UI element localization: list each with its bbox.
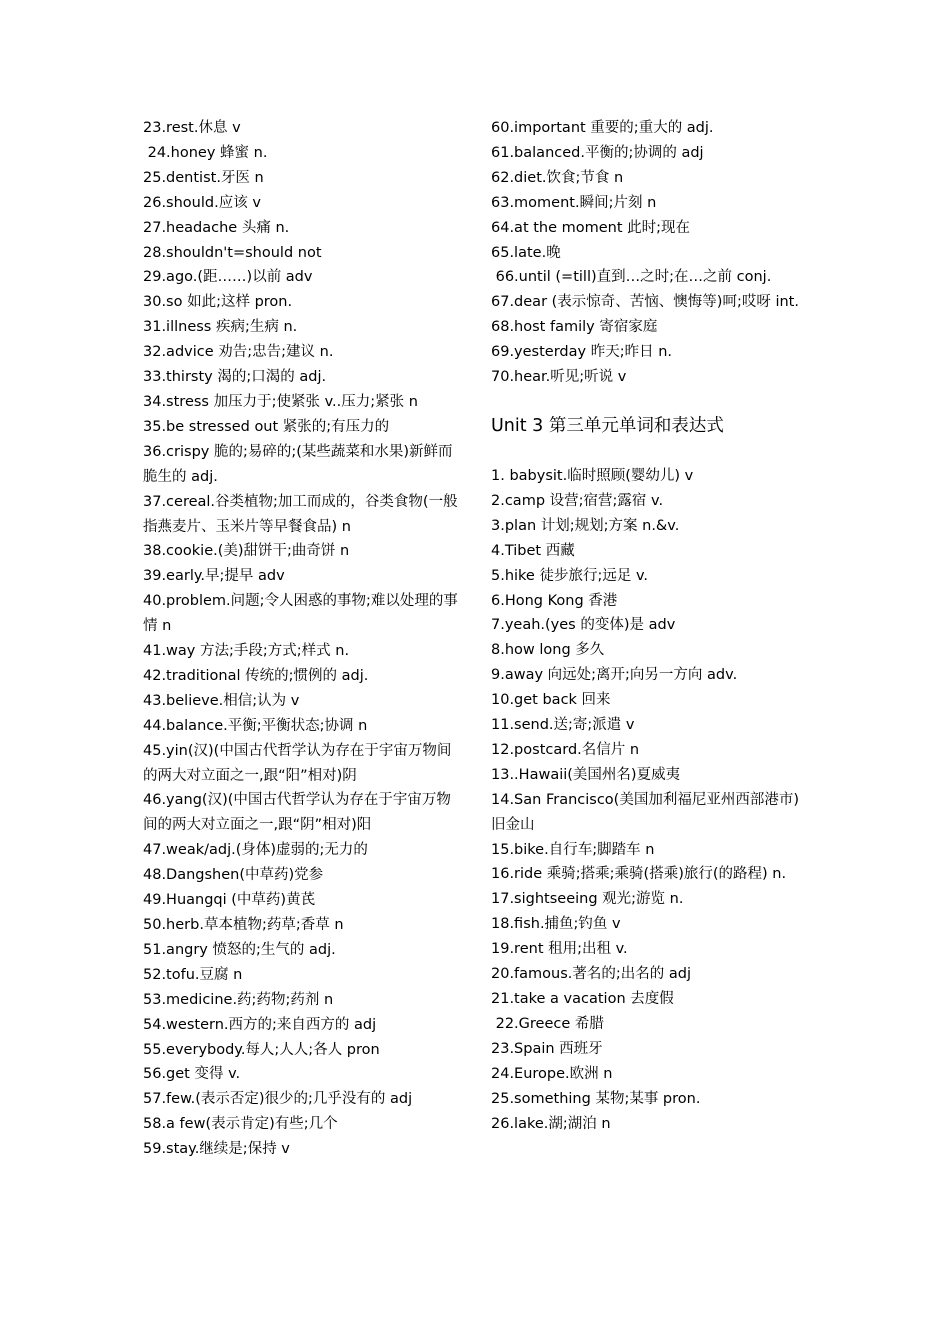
vocab-entry: 61.balanced.平衡的;协调的 adj [491, 144, 704, 161]
vocab-entry: 68.host family 寄宿家庭 [491, 319, 658, 336]
unit-heading: Unit 3 第三单元单词和表达式 [491, 415, 724, 436]
vocab-entry: 3.plan 计划;规划;方案 n.&v. [491, 517, 680, 534]
vocab-entry: 4.Tibet 西藏 [491, 542, 575, 559]
vocab-entry: 52.tofu.豆腐 n [143, 966, 243, 983]
vocab-entry: 49.Huangqi (中草药)黄芪 [143, 892, 316, 909]
vocab-entry: 1. babysit.临时照顾(婴幼儿) v [491, 467, 694, 484]
vocab-entry: 48.Dangshen(中草药)党参 [143, 867, 324, 884]
vocab-entry: 36.crispy 脆的;易碎的;(某些蔬菜和水果)新鲜而脆生的 adj. [143, 443, 453, 485]
vocab-entry: 2.camp 设营;宿营;露宿 v. [491, 492, 664, 509]
vocab-entry: 7.yeah.(yes 的变体)是 adv [491, 617, 676, 634]
vocab-entry: 58.a few(表示肯定)有些;几个 [143, 1116, 338, 1133]
vocab-entry: 30.so 如此;这样 pron. [143, 294, 293, 311]
vocab-entry: 62.diet.饮食;节食 n [491, 169, 624, 186]
vocab-entry: 45.yin(汉)(中国古代哲学认为存在于宇宙万物间的两大对立面之一,跟“阳”相对)阴 [143, 742, 452, 784]
vocab-entry: 31.illness 疾病;生病 n. [143, 319, 298, 336]
vocab-entry: 23.rest.休息 v [143, 120, 241, 136]
vocab-entry: 24.Europe.欧洲 n [491, 1065, 613, 1082]
vocab-entry: 63.moment.瞬间;片刻 n [491, 194, 657, 211]
vocab-entry: 20.famous.著名的;出名的 adj [491, 966, 692, 983]
vocab-entry: 65.late.晚 [491, 244, 561, 261]
right-column-bottom-list [491, 464, 813, 1136]
vocab-entry: 18.fish.捕鱼;钓鱼 v [491, 916, 621, 933]
vocab-entry: 13..Hawaii(美国州名)夏威夷 [491, 766, 681, 783]
vocab-entry: 56.get 变得 v. [143, 1066, 241, 1083]
vocab-entry: 70.hear.听见;听说 v [491, 369, 627, 386]
vocab-entry: 53.medicine.药;药物;药剂 n [143, 991, 334, 1008]
vocab-entry: 59.stay.继续是;保持 v [143, 1141, 290, 1158]
vocab-entry: 14.San Francisco(美国加利福尼亚州西部港市)旧金山 [491, 791, 799, 833]
vocab-entry: 39.early.早;提早 adv [143, 568, 285, 585]
vocab-entry: 41.way 方法;手段;方式;样式 n. [143, 643, 350, 660]
vocab-entry: 6.Hong Kong 香港 [491, 592, 618, 609]
vocab-entry: 66.until (=till)直到…之时;在…之前 conj. [491, 269, 772, 286]
vocab-entry: 12.postcard.名信片 n [491, 741, 640, 758]
vocab-entry: 46.yang(汉)(中国古代哲学认为存在于宇宙万物间的两大对立面之一,跟“阴”相对)阳 [143, 792, 451, 834]
vocab-entry: 51.angry 愤怒的;生气的 adj. [143, 941, 336, 958]
vocab-entry: 21.take a vacation 去度假 [491, 991, 674, 1007]
vocab-entry: 69.yesterday 昨天;昨日 n. [491, 344, 673, 361]
vocab-entry: 47.weak/adj.(身体)虚弱的;无力的 [143, 842, 368, 859]
vocab-entry: 22.Greece 希腊 [491, 1015, 604, 1032]
vocab-entry: 34.stress 加压力于;使紧张 v..压力;紧张 n [143, 393, 418, 410]
vocab-entry: 26.lake.湖;湖泊 n [491, 1115, 611, 1132]
vocab-entry: 11.send.送;寄;派遣 v [491, 717, 635, 734]
vocab-entry: 32.advice 劝告;忠告;建议 n. [143, 344, 334, 361]
vocab-entry: 50.herb.草本植物;药草;香草 n [143, 917, 344, 933]
vocab-entry: 8.how long 多久 [491, 642, 605, 659]
vocab-entry: 16.ride 乘骑;搭乘;乘骑(搭乘)旅行(的路程) n. [491, 866, 787, 883]
vocab-entry: 60.important 重要的;重大的 adj. [491, 120, 714, 136]
vocab-entry: 28.shouldn't=should not [143, 244, 322, 261]
vocab-entry: 5.hike 徒步旅行;远足 v. [491, 567, 649, 584]
vocab-entry: 43.believe.相信;认为 v [143, 692, 300, 709]
vocab-entry: 25.something 某物;某事 pron. [491, 1090, 701, 1107]
vocab-entry: 44.balance.平衡;平衡状态;协调 n [143, 717, 368, 734]
vocab-entry: 15.bike.自行车;脚踏车 n [491, 841, 655, 858]
vocab-entry: 42.traditional 传统的;惯例的 adj. [143, 667, 369, 684]
vocab-entry: 55.everybody.每人;人人;各人 pron [143, 1041, 380, 1058]
vocab-entry: 37.cereal.谷类植物;加工而成的，谷类食物(一般指燕麦片、玉米片等早餐食品) n [143, 493, 458, 535]
vocab-entry: 54.western.西方的;来自西方的 adj [143, 1016, 377, 1033]
vocab-entry: 25.dentist.牙医 n [143, 169, 264, 186]
vocab-entry: 17.sightseeing 观光;游览 n. [491, 891, 684, 908]
vocab-entry: 23.Spain 西班牙 [491, 1040, 603, 1057]
vocab-entry: 64.at the moment 此时;现在 [491, 219, 691, 236]
vocab-entry: 38.cookie.(美)甜饼干;曲奇饼 n [143, 543, 350, 560]
vocab-entry: 19.rent 租用;出租 v. [491, 941, 628, 958]
right-column [491, 116, 813, 1136]
right-column-top-list [491, 116, 813, 390]
vocab-entry: 24.honey 蜂蜜 n. [143, 144, 268, 161]
vocab-entry: 33.thirsty 渴的;口渴的 adj. [143, 369, 327, 386]
vocab-entry: 10.get back 回来 [491, 692, 611, 709]
vocab-entry: 67.dear (表示惊奇、苦恼、懊悔等)呵;哎呀 int. [491, 294, 799, 311]
vocab-entry: 57.few.(表示否定)很少的;几乎没有的 adj [143, 1091, 413, 1108]
vocab-entry: 9.away 向远处;离开;向另一方向 adv. [491, 667, 738, 684]
vocab-entry: 40.problem.问题;令人困惑的事物;难以处理的事情 n [143, 593, 458, 635]
vocab-entry: 26.should.应该 v [143, 194, 261, 211]
left-column [143, 116, 465, 1162]
vocab-entry: 27.headache 头痛 n. [143, 219, 290, 236]
vocab-entry: 35.be stressed out 紧张的;有压力的 [143, 418, 390, 435]
vocab-entry: 29.ago.(距……)以前 adv [143, 269, 313, 286]
